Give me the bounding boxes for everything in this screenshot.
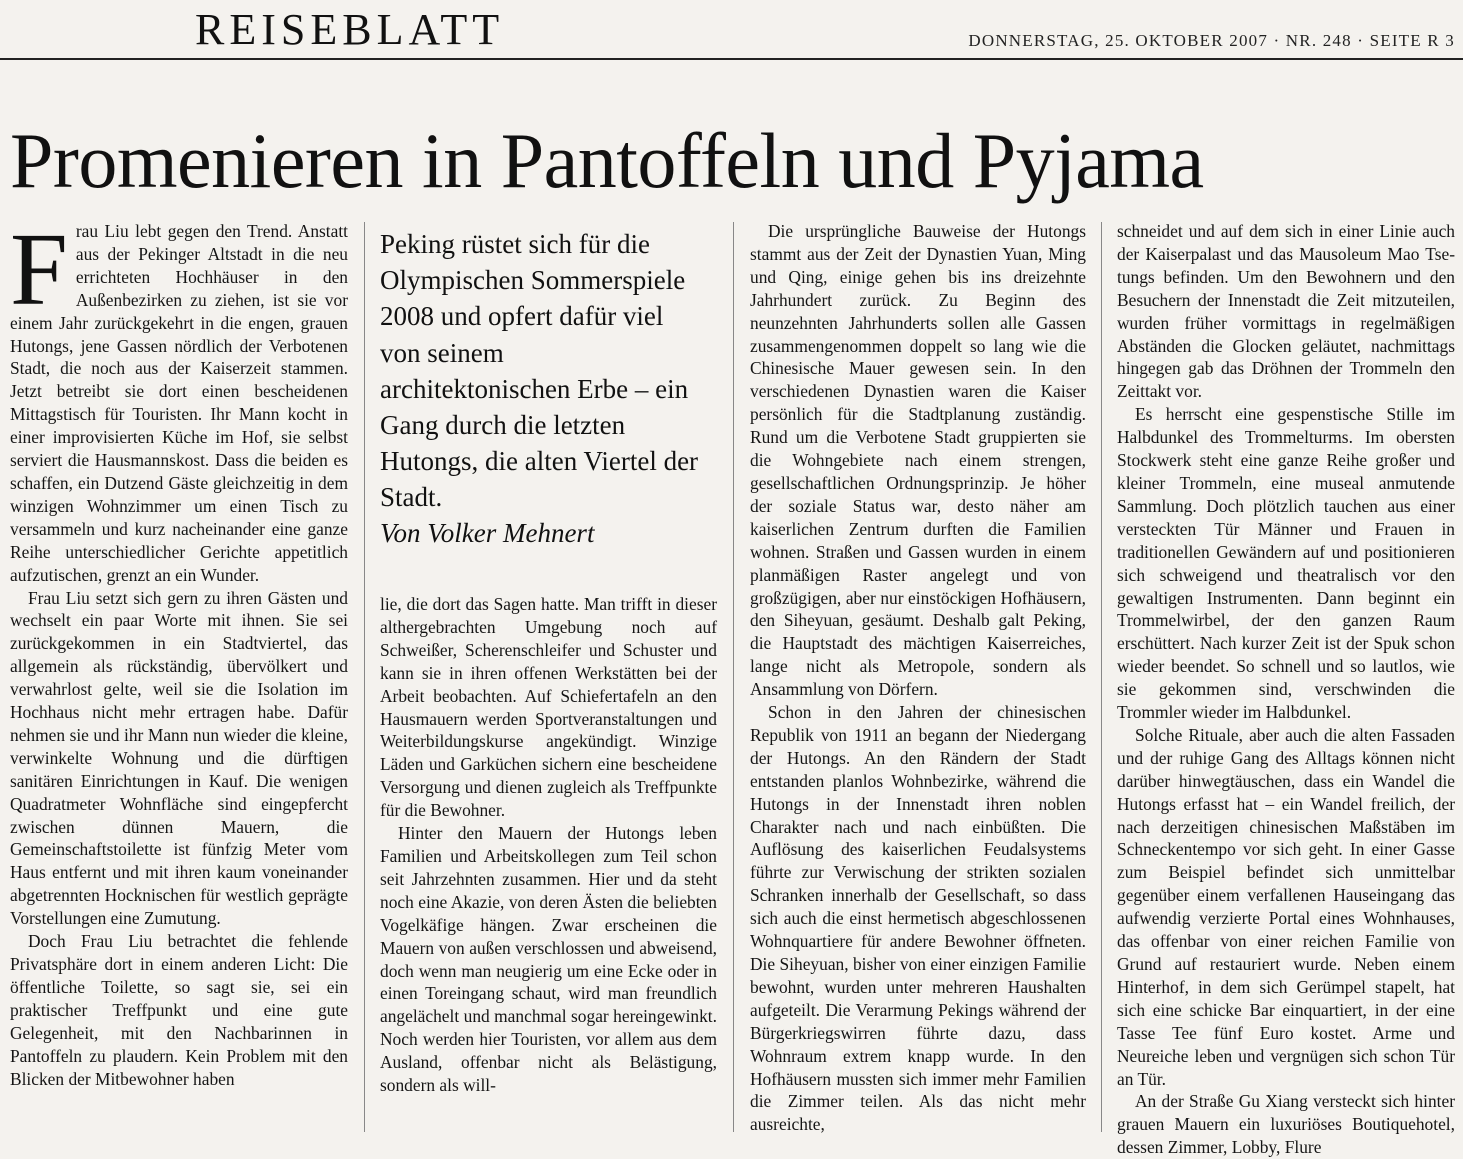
column-rule [733, 222, 734, 1132]
paragraph: Es herrscht eine gespenstische Stille im Halbdunkel des Trommelturms. Im obersten Stockwerk steht eine ganze Reihe großer und kleiner Trommeln, eine museal anmutende Sammlung. Doch plötzlich tauchen aus einer versteckten Tür Männer und Frauen in traditionellen Gewändern auf und positionieren sich schweigend und theatralisch vor den gewaltigen Instrumenten. Dann beginnt ein Trommelwirbel, der den ganzen Raum erschüttert. Nach kurzer Zeit ist der Spuk schon wieder beendet. So schnell und so lautlos, wie sie gekommen sind, verschwinden die Trommler wieder im Halbdunkel. [1117, 404, 1455, 723]
paragraph: Schon in den Jahren der chinesischen Republik von 1911 an begann der Niedergang der Hutongs. An den Rändern der Stadt entstanden planlos Wohnbezirke, während die Hutongs in der Innenstadt ihren noblen Charakter nach und nach einbüßten. Die Auflösung des kaiserlichen Feudalsystems führte zur Verwischung der strikten sozialen Schranken innerhalb der Gesellschaft, so dass sich auch die einst hermetisch abgeschlossenen Wohnquartiere für andere Bewohner öffneten. Die Siheyuan, bisher von einer einzigen Familie bewohnt, wurden unter mehreren Haushalten aufgeteilt. Die Verarmung Pekings während der Bürgerkriegswirren führte dazu, dass Wohnraum extrem knapp wurde. In den Hofhäusern mussten sich immer mehr Familien die Zimmer teilen. Als das nicht mehr ausreichte, [750, 702, 1086, 1135]
column-1 [10, 212, 348, 1090]
paragraph: Solche Rituale, aber auch die alten Fassaden und der ruhige Gang des Alltags können nicht darüber hinwegtäuschen, dass ein Wandel die Hutongs erfasst hat – ein Wandel freilich, der nach derzeitigen chinesischen Maßstäben im Schneckentempo vor sich geht. In einer Gasse zum Beispiel befindet sich unmittelbar gegenüber einem verfallenen Hauseingang das aufwendig verzierte Portal eines Wohnhauses, das offenbar von einer reichen Familie von Grund auf restauriert wurde. Neben einem Hinterhof, in dem sich Gerümpel stapelt, hat sich eine schicke Bar einquartiert, in der eine Tasse Tee fünf Euro kostet. Arme und Neureiche leben und vergnügen sich schon Tür an Tür. [1117, 724, 1455, 1089]
header-rule [0, 58, 1463, 60]
column-rule [364, 222, 365, 1132]
section-title: REISEBLATT [195, 5, 505, 54]
column-4 [1117, 220, 1455, 1159]
paragraph: Hinter den Mauern der Hutongs leben Familien und Arbeitskollegen zum Teil schon seit Jahrzehnten zusammen. Hier und da steht noch eine Akazie, von deren Ästen die beliebten Vogelkäfige hängen. Zwar erscheinen die Mauern von außen verschlossen und abweisend, doch wenn man neugierig um eine Ecke oder in einen Toreingang schaut, wird man freundlich angelächelt und manchmal sogar hereingewinkt. Noch werden hier Touristen, vor allem aus dem Ausland, offenbar nicht als Belästigung, sondern als will- [380, 823, 717, 1096]
paragraph: schneidet und auf dem sich in einer Linie auch der Kaiserpalast und das Mausoleum Mao Tse-tungs befinden. Um den Bewohnern und den Besuchern der Innenstadt die Zeit mitzuteilen, wurden früher vormittags in regelmäßigen Abständen die Glocken geläutet, nachmittags hingegen gab das Dröhnen der Trommeln den Zeittakt vor. [1117, 221, 1455, 402]
column-2 [380, 593, 717, 1097]
column-3 [750, 220, 1086, 1136]
deck: Peking rüstet sich für die Olympischen Sommerspiele 2008 und opfert dafür viel von seinem architektonischen Erbe – ein Gang durch die letzten Hutongs, die alten Viertel der Stadt. [380, 229, 699, 513]
paragraph [10, 212, 348, 587]
paragraph: Frau Liu setzt sich gern zu ihren Gästen und wechselt ein paar Worte mit ihnen. Sie sei zurückgekommen in ein Stadtviertel, das allgemein als rückständig, übervölkert und verwahrlost gelte, weil sie die Isolation im Hochhaus nicht mehr ertragen habe. Dafür nehmen sie und ihr Mann nun wieder die kleine, verwinkelte Wohnung und die dürftigen sanitären Einrichtungen in Kauf. Die wenigen Quadratmeter Wohnfläche sind eingepfercht zwischen dünnen Mauern, die Gemeinschaftstoilette ist fünfzig Meter vom Haus entfernt und mit ihren kaum voneinander abgetrennten Hocknischen für westlich geprägte Vorstellungen eine Zumutung. [10, 587, 348, 929]
byline: Von Volker Mehnert [380, 518, 595, 548]
headline: Promenieren in Pantoffeln und Pyjama [10, 117, 1204, 204]
paragraph: Die ursprüngliche Bauweise der Hutongs stammt aus der Zeit der Dynastien Yuan, Ming und Qing, einige gehen bis ins dreizehnte Jahrhundert zurück. Zu Beginn des neunzehnten Jahrhunderts sollen alle Gassen zusammengenommen doppelt so lang wie die Chinesische Mauer gewesen sein. In den verschiedenen Dynastien waren die Kaiser persönlich für die Stadtplanung zuständig. Rund um die Verbotene Stadt gruppierten sie die Wohngebiete nach einem strengen, gesellschaftlichen Ordnungsprinzip. Je höher der soziale Status war, desto näher am kaiserlichen Zentrum durften die Familien wohnen. Straßen und Gassen wurden in einem planmäßigen Raster angelegt und von großzügigen, aber nur einstöckigen Hofhäusern, den Siheyuan, gesäumt. Deshalb galt Peking, die Hauptstadt des mächtigen Kaiserreiches, lange nicht als Metropole, sondern als Ansammlung von Dörfern. [750, 221, 1086, 700]
paragraph: lie, die dort das Sagen hatte. Man trifft in dieser althergebrachten Umgebung noch auf Schweißer, Scherenschleifer und Schuster und kann sie in ihren offenen Werkstätten bei der Arbeit beobachten. Auf Schiefertafeln an den Hausmauern werden Sportveranstaltungen und Weiterbildungskurse angekündigt. Winzige Läden und Garküchen sichern eine bescheidene Versorgung und dienen zugleich als Treffpunkte für die Bewohner. [380, 594, 717, 821]
paragraph-text: rau Liu lebt gegen den Trend. Anstatt aus der Pekinger Altstadt in die neu errichteten Hochhäuser in den Außenbezirken zu ziehen, ist sie vor einem Jahr zurückgekehrt in die engen, grauen Hutongs, jene Gassen nördlich der Verbotenen Stadt, die noch aus der Kaiserzeit stammen. Jetzt betreibt sie dort einen bescheidenen Mittagstisch für Touristen. Ihr Mann kocht in einer improvisierten Küche im Hof, sie selbst serviert die Hausmannskost. Dass die beiden es schaffen, ein Dutzend Gäste gleichzeitig in dem winzigen Wohnzimmer um einen Tisch zu versammeln und kurz nacheinander eine ganze Reihe unterschiedlicher Gerichte appetitlich aufzutischen, grenzt an ein Wunder. [10, 221, 348, 585]
dateline: DONNERSTAG, 25. OKTOBER 2007 · NR. 248 · SEITE R 3 [968, 31, 1455, 50]
paragraph: Doch Frau Liu betrachtet die fehlende Privatsphäre dort in einem anderen Licht: Die öffentliche Toilette, so sagt sie, sei ein praktischer Treffpunkt und eine gute Gelegenheit, mit den Nachbarinnen in Pantoffeln zu plaudern. Kein Problem mit den Blicken der Mitbewohner haben [10, 931, 348, 1089]
paragraph: An der Straße Gu Xiang versteckt sich hinter grauen Mauern ein luxuriöses Boutiquehotel, dessen Zimmer, Lobby, Flure [1117, 1091, 1455, 1158]
drop-cap: F [10, 212, 68, 327]
column-rule [1101, 222, 1102, 1132]
